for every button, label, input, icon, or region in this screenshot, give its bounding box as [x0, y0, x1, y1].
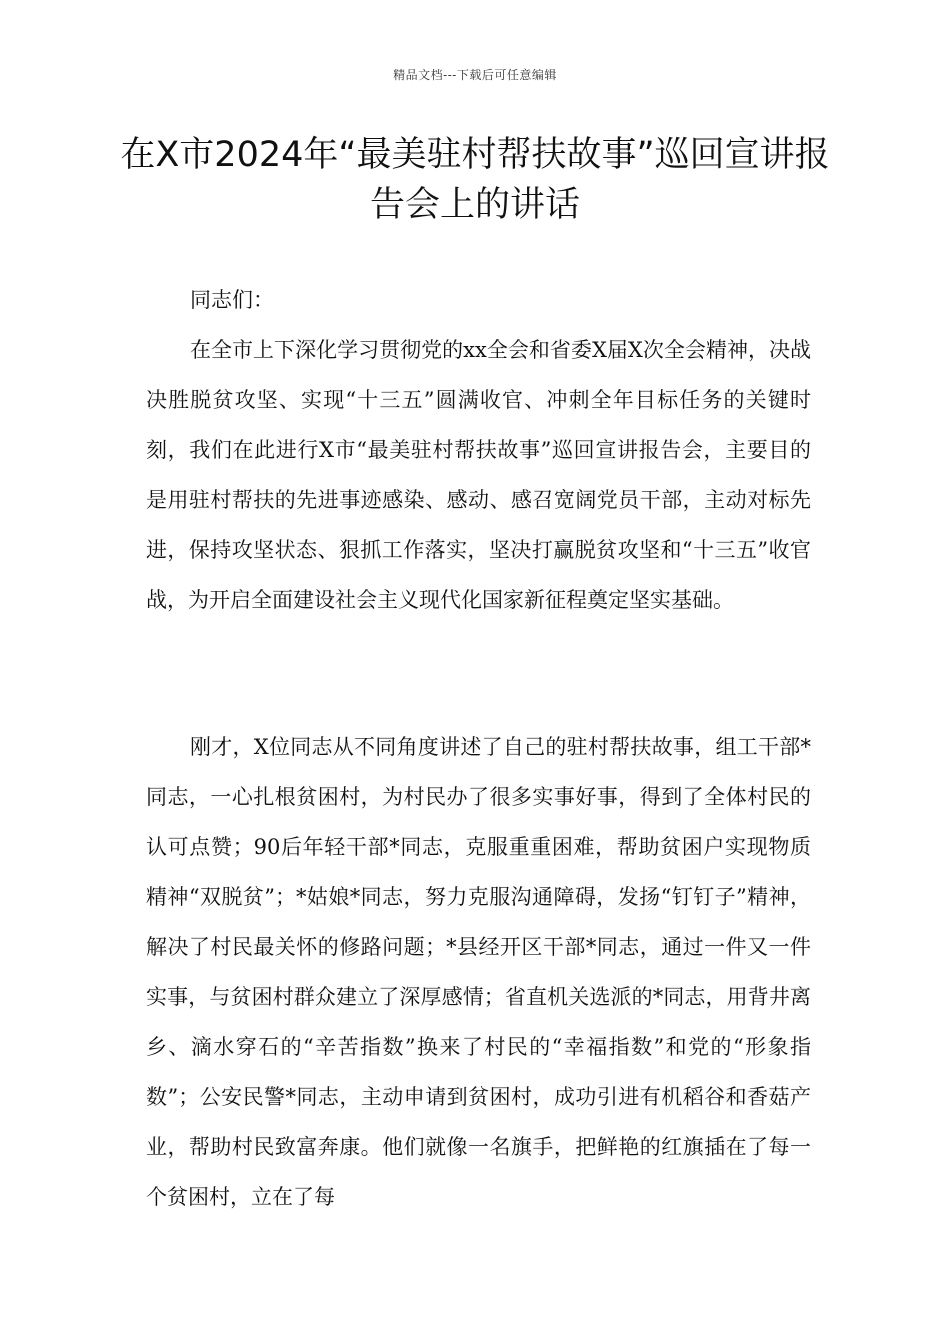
- body-paragraph-1: 在全市上下深化学习贯彻党的xx全会和省委X届X次全会精神，决战决胜脱贫攻坚、实现“十三五”圆满收官、冲刺全年目标任务的关键时刻，我们在此进行X市“最美驻村帮扶故事”巡回宣讲报告会，主要目的是用驻村帮扶的先进事迹感染、感动、感召宽阔党员干部，主动对标先进，保持攻坚状态、狠抓工作落实，坚决打赢脱贫攻坚和“十三五”收官战，为开启全面建设社会主义现代化国家新征程奠定坚实基础。: [146, 338, 811, 612]
- salutation: 同志们：: [190, 288, 274, 312]
- body-paragraph-2: 刚才，X位同志从不同角度讲述了自己的驻村帮扶故事，组工干部*同志，一心扎根贫困村，为村民办了很多实事好事，得到了全体村民的认可点赞；90后年轻干部*同志，克服重重困难，帮助贫困户实现物质精神“双脱贫”；*姑娘*同志，努力克服沟通障碍，发扬“钉钉子”精神，解决了村民最关怀的修路问题；*县经开区干部*同志，通过一件又一件实事，与贫困村群众建立了深厚感情；省直机关选派的*同志，用背井离乡、滴水穿石的“辛苦指数”换来了村民的“幸福指数”和党的“形象指数”；公安民警*同志，主动申请到贫困村，成功引进有机稻谷和香菇产业，帮助村民致富奔康。他们就像一名旗手，把鲜艳的红旗插在了每一个贫困村，立在了每: [146, 735, 811, 1209]
- document-title: 在X市2024年“最美驻村帮扶故事”巡回宣讲报告会上的讲话: [120, 135, 830, 225]
- page-header-note: 精品文档---下载后可任意编辑: [393, 68, 557, 82]
